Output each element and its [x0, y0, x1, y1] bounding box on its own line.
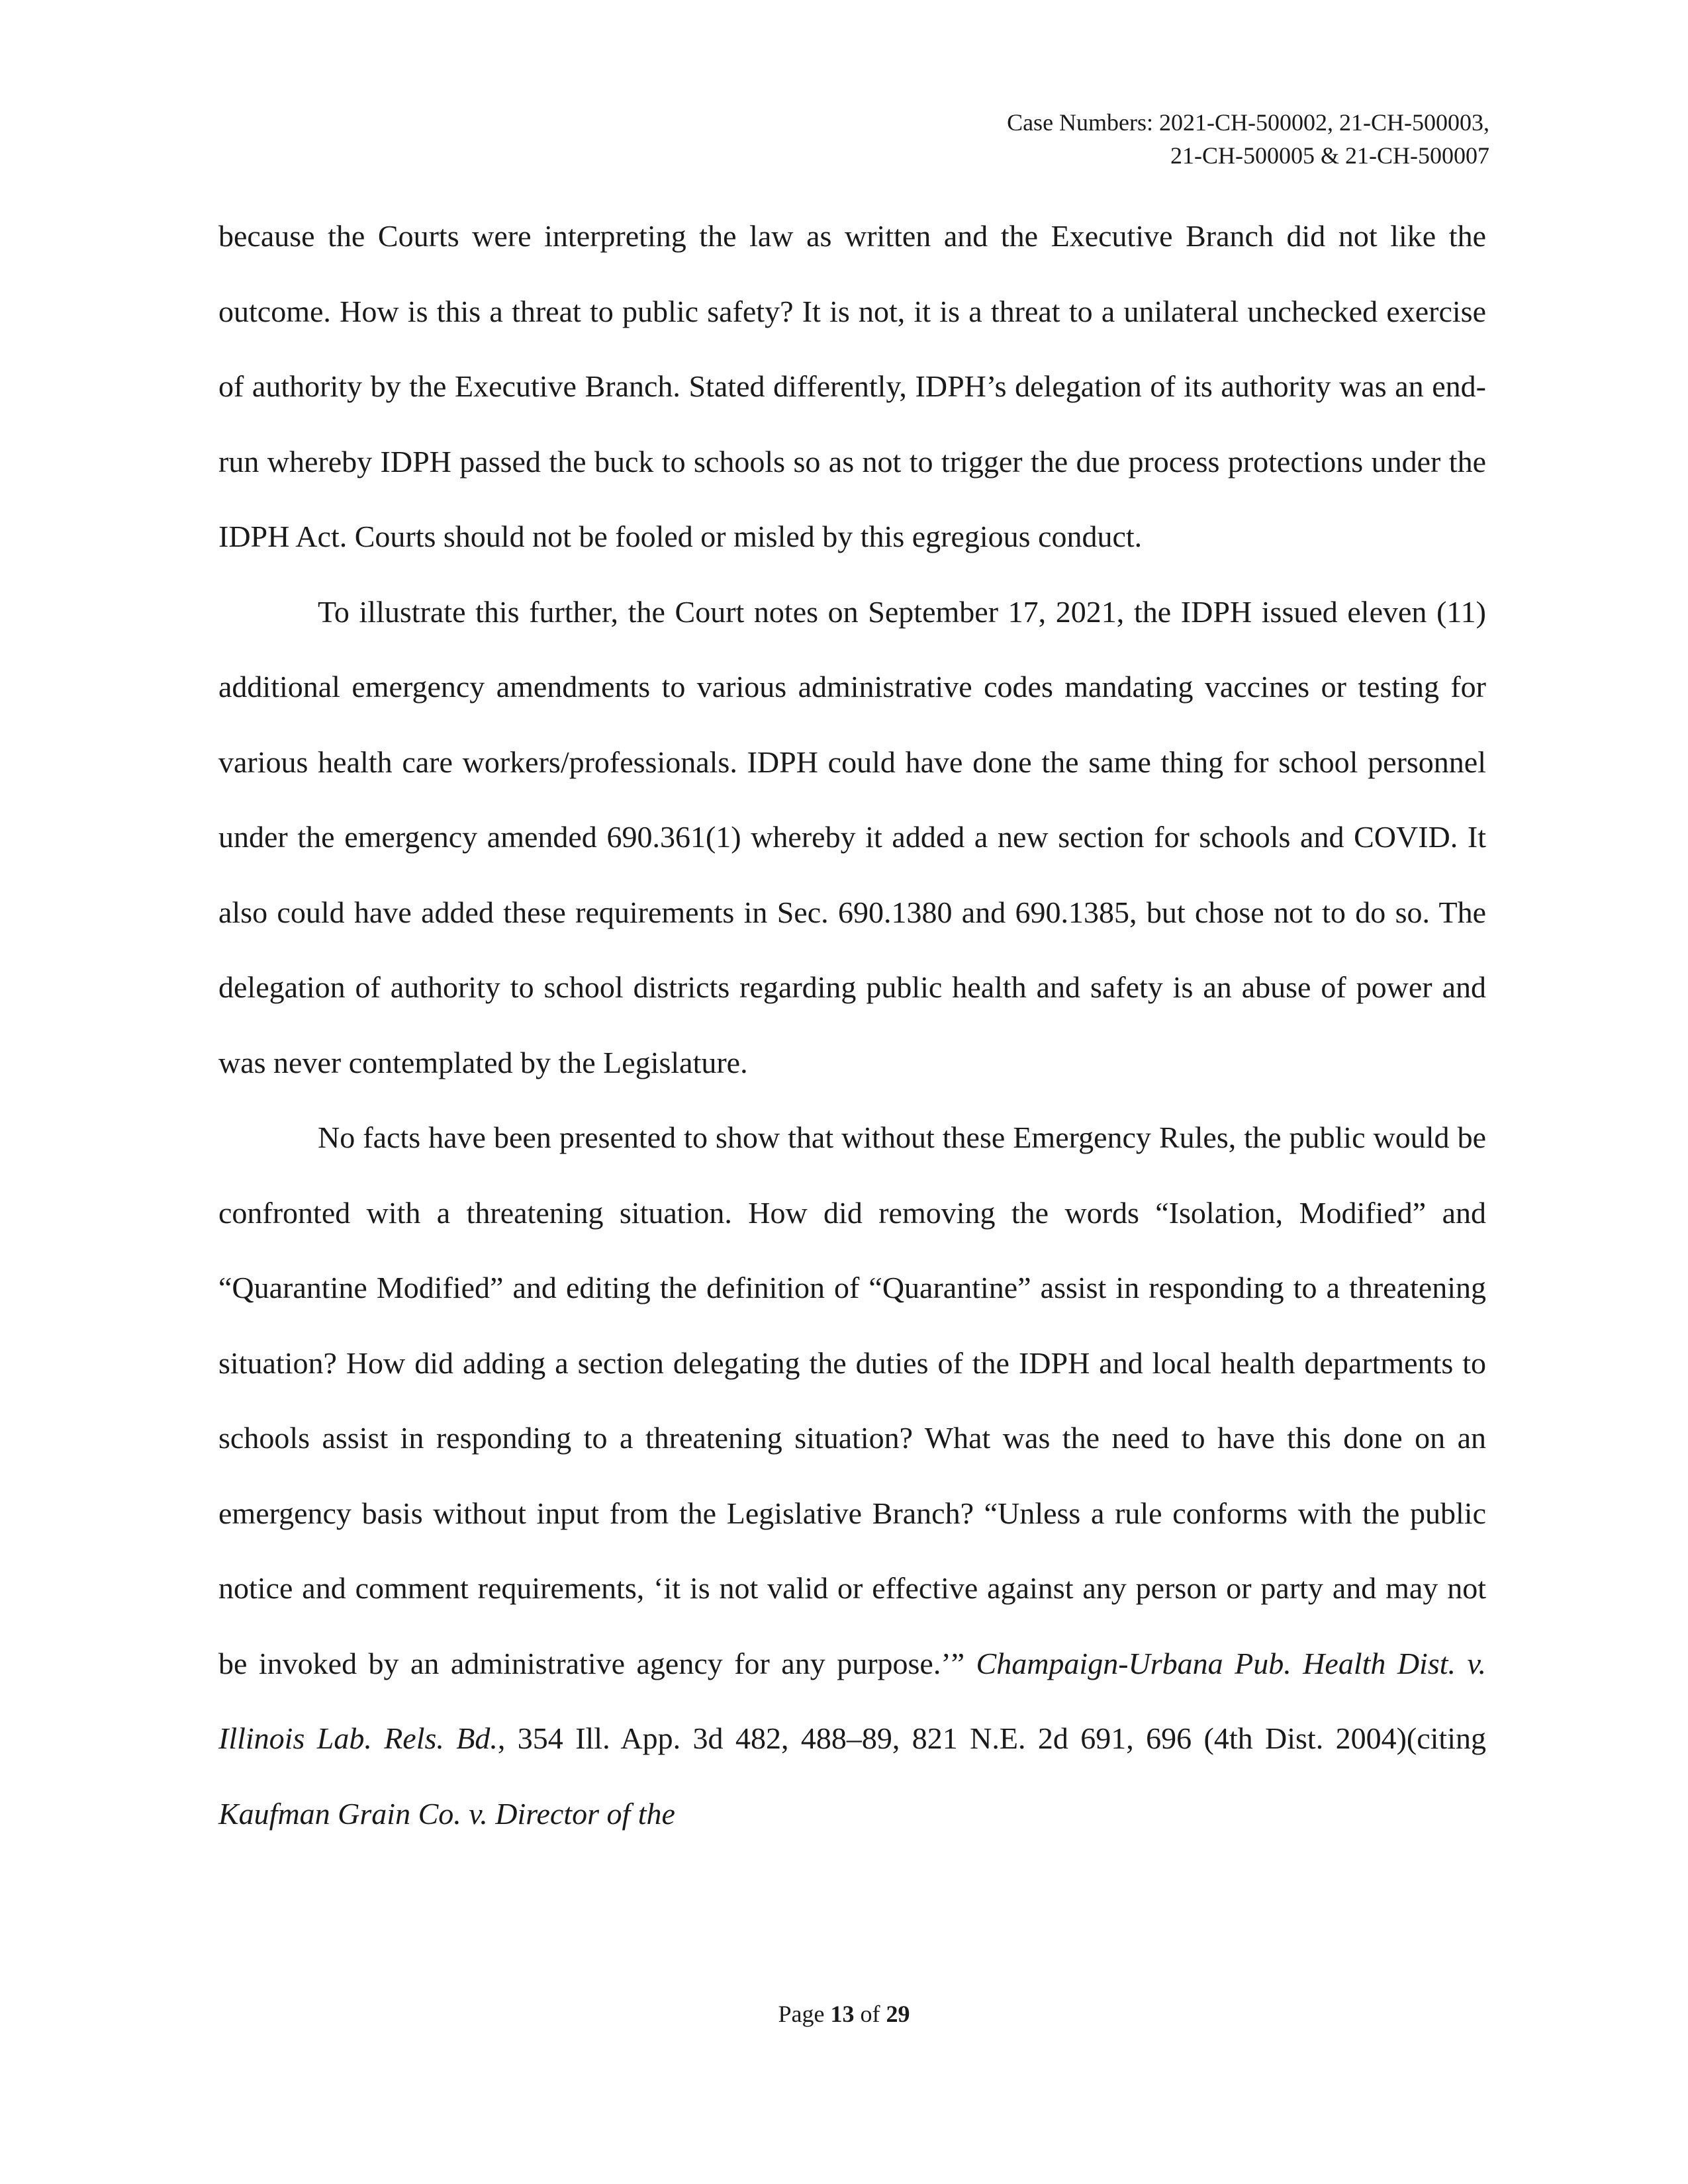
case-numbers-line-2: 21-CH-500005 & 21-CH-500007 — [1170, 142, 1489, 169]
case-citation-kaufman: Kaufman Grain Co. v. Director of the — [218, 1796, 675, 1831]
paragraph-3-text: No facts have been presented to show that without these Emergency Rules, the public would be confronted with a threatening situation. How did removing the words “Isolation, Modified” and “Quarantine Modified” and editing the definition of “Quarantine” assist in responding to a threatening situation? How did adding a section delegating the duties of the IDPH and local health departments to schools assist in responding to a threatening situation? What was the need to have this done on an emergency basis without input from the Legislative Branch? “Unless a rule conforms with the public notice and comment requirements, ‘it is not valid or effective against any person or party and may not be invoked by an administrative agency for any purpose.’” — [218, 1120, 1486, 1680]
paragraph-2: To illustrate this further, the Court notes on September 17, 2021, the IDPH issued eleven (11) additional emergency amendments to various administrative codes mandating vaccines or testing for various health care workers/professionals. IDPH could have done the same thing for school personnel under the emergency amended 690.361(1) whereby it added a new section for schools and COVID. It also could have added these requirements in Sec. 690.1380 and 690.1385, but chose not to do so. The delegation of authority to school districts regarding public health and safety is an abuse of power and was never contemplated by the Legislature. — [218, 594, 1486, 1079]
page-total: 29 — [886, 2001, 910, 2027]
case-numbers-header — [1007, 106, 1489, 172]
page-of-label: of — [860, 2001, 880, 2027]
paragraph-3 — [218, 1100, 1486, 1851]
page-footer — [0, 1997, 1688, 2030]
case-citation-champaign: Champaign-Urbana Pub. Health Dist. v. Illinois Lab. Rels. Bd. — [218, 1646, 1486, 1755]
page-label: Page — [778, 2001, 825, 2027]
page-number: 13 — [830, 2001, 855, 2027]
paragraph-1: because the Courts were interpreting the law as written and the Executive Branch did not like the outcome. How is this a threat to public safety? It is not, it is a threat to a unilateral unchecked exercise of authority by the Executive Branch. Stated differently, IDPH’s delegation of its authority was an end-run whereby IDPH passed the buck to schools so as not to trigger the due process protections under the IDPH Act. Courts should not be fooled or misled by this egregious conduct. — [218, 219, 1486, 553]
case-numbers-line-1: Case Numbers: 2021-CH-500002, 21-CH-500003, — [1007, 109, 1489, 136]
document-body — [218, 199, 1486, 1851]
citation-reporter-text: , 354 Ill. App. 3d 482, 488–89, 821 N.E. 2d 691, 696 (4th Dist. 2004)(citing — [497, 1721, 1486, 1755]
